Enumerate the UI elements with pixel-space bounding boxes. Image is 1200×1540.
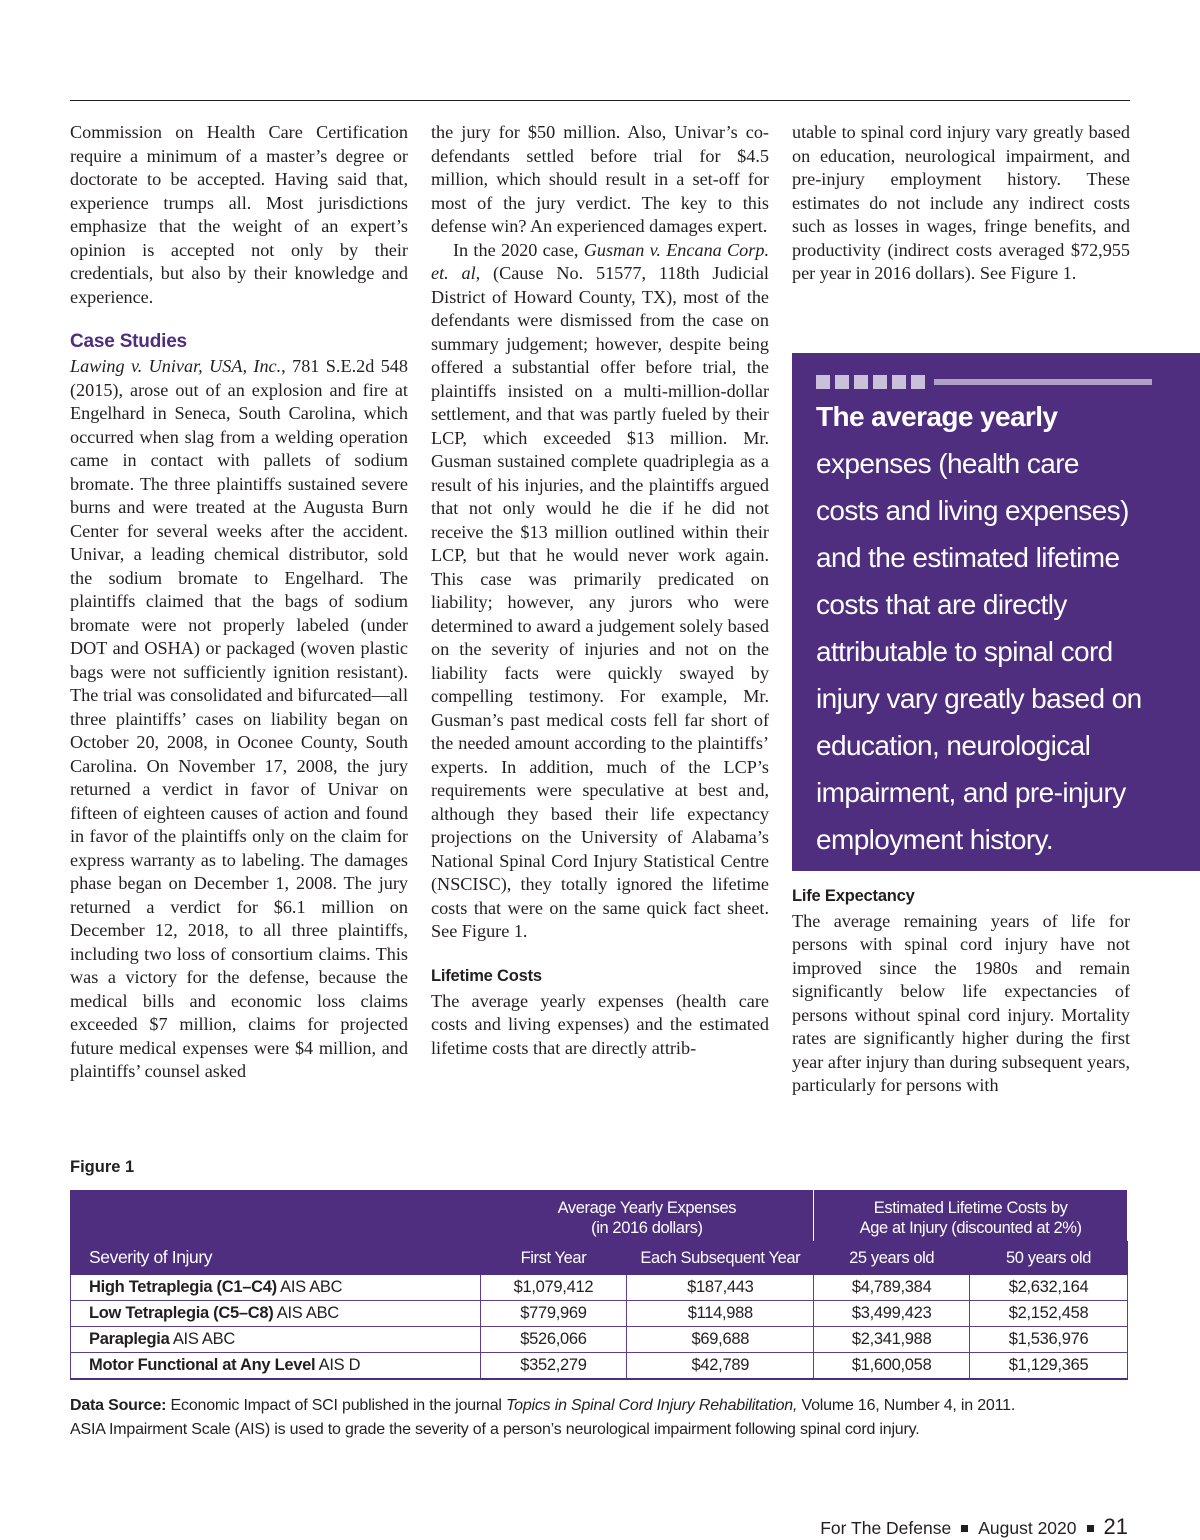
- issue-date: August 2020: [978, 1518, 1077, 1538]
- paragraph-text: (Cause No. 51577, 118th Judicial District of Howard County, TX), most of the defendants were dismissed from the case on summary judgement; however, despite being offered a substantial offer before trial, the plaintiffs insisted on a multi-million-dollar settlement, and that was partly fueled by their LCP, which exceeded $13 million. Mr. Gusman sustained complete quadriplegia as a result of his injuries, and the plaintiffs argued that not only would he die if he did not receive the $13 million outlined within their LCP, but that he would never work again. This case was primarily predicated on liability; however, any jurors who were determined to award a judgement solely based on the severity of injuries and not on the liability facts were quickly swayed by compelling testimony. For example, Mr. Gusman’s past medical costs fell far short of the needed amount according to the plaintiffs’ experts. In addition, much of the LCP’s requirements were speculative at best and, although they based their life expectancy projections on the University of Alabama’s National Spinal Cord Injury Statistical Centre (NSCISC), they totally ignored the lifetime costs that were on the same quick fact sheet. See Figure 1.: [431, 263, 769, 941]
- table-row: [71, 1353, 1128, 1380]
- table-cell: $69,688: [627, 1327, 814, 1353]
- table-row: [71, 1327, 1128, 1353]
- page-footer: [820, 1514, 1128, 1540]
- column-group-yearly-expenses: [480, 1191, 814, 1242]
- table-cell: $1,129,365: [970, 1353, 1128, 1380]
- pull-quote-lead: The average yearly: [816, 401, 1058, 432]
- group-title: Average Yearly Expenses: [557, 1199, 737, 1217]
- table-cell: $1,600,058: [814, 1353, 970, 1380]
- section-heading-lifetime-costs: Lifetime Costs: [431, 966, 542, 985]
- case-citation: Gusman v. Encana Corp. et. al,: [431, 239, 769, 283]
- figure-label: Figure 1: [70, 1158, 135, 1176]
- column-header-first-year: First Year: [480, 1242, 627, 1275]
- paragraph-text: , 781 S.E.2d 548 (2015), arose out of an explosion and fire at Engelhard in Seneca, South Carolina, which occurred when slag from a welding operation came in contact with pallets of sodium bromate. The three plaintiffs sustained severe burns and were treated at the Augusta Burn Center for several weeks after the accident. Univar, a leading chemical distributor, sold the sodium bromate to Engelhard. The plaintiffs claimed that the bags of sodium bromate were not properly labeled (under DOT and OSHA) or packaged (woven plastic bags were not sufficiently ignition resistant). The trial was consolidated and bifurcated—all three plaintiffs’ cases on liability began on October 20, 2008, in Oconee County, South Carolina. On November 17, 2008, the jury returned a verdict in favor of Univar on fifteen of eighteen causes of action and found in favor of the plaintiffs only on the claim for express warranty as to labeling. The damages phase began on December 1, 2008. The jury returned a verdict for $6.1 million on December 12, 2018, to all three plaintiffs, including two loss of consortium claims. This was a victory for the defense, because the medical bills and economic loss claims exceeded $7 million, claims for projected future medical expenses were $4 million, and plaintiffs’ counsel asked: [70, 356, 408, 1081]
- table-row: [71, 1301, 1128, 1327]
- table-cell: $352,279: [480, 1353, 627, 1380]
- pull-quote-text: [816, 393, 1146, 863]
- column-header-each-subsequent-year: Each Subsequent Year: [627, 1242, 814, 1275]
- publication-name: For The Defense: [820, 1518, 952, 1538]
- paragraph: The average yearly expenses (health care costs and living expenses) and the estimated lifetime costs that are directly attrib-: [431, 990, 769, 1058]
- figure-source-note: [70, 1394, 1130, 1442]
- group-title: Estimated Lifetime Costs by: [873, 1199, 1068, 1217]
- severity-cell: [71, 1353, 481, 1380]
- bullet-square-icon: [961, 1525, 968, 1532]
- table-cell: $1,079,412: [480, 1275, 627, 1301]
- figure-table: [70, 1190, 1128, 1380]
- table-cell: $42,789: [627, 1353, 814, 1380]
- decorative-squares-icon: [816, 375, 1130, 389]
- column-header-50-years-old: 50 years old: [970, 1242, 1128, 1275]
- bullet-square-icon: [1087, 1525, 1094, 1532]
- paragraph: utable to spinal cord injury vary greatly based on education, neurological impairment, and pre-injury employment history. These estimates do not include any indirect costs such as losses in wages, fringe benefits, and productivity (indirect costs averaged $72,955 per year in 2016 dollars). See Figure 1.: [792, 122, 1130, 283]
- table-cell: $114,988: [627, 1301, 814, 1327]
- table-row: [71, 1275, 1128, 1301]
- paragraph: [431, 239, 769, 944]
- table-cell: $3,499,423: [814, 1301, 970, 1327]
- column-group-lifetime-costs: [814, 1191, 1128, 1242]
- ais-grade: AIS D: [315, 1356, 361, 1374]
- group-subtitle: (in 2016 dollars): [591, 1219, 703, 1237]
- group-subtitle: Age at Injury (discounted at 2%): [859, 1219, 1082, 1237]
- data-source-text: Economic Impact of SCI published in the journal: [166, 1397, 507, 1414]
- paragraph-text: In the 2020 case,: [453, 239, 584, 260]
- data-source-text: Volume 16, Number 4, in 2011.: [797, 1397, 1016, 1414]
- case-citation: Lawing v. Univar, USA, Inc.: [70, 356, 282, 376]
- severity-cell: [71, 1301, 481, 1327]
- column-2: [431, 121, 769, 1060]
- table-cell: $187,443: [627, 1275, 814, 1301]
- column-header-25-years-old: 25 years old: [814, 1242, 970, 1275]
- severity-name: Motor Functional at Any Level: [89, 1356, 316, 1374]
- data-source-line: [70, 1394, 1130, 1418]
- table-cell: $2,152,458: [970, 1301, 1128, 1327]
- header-rule: [70, 100, 1130, 101]
- table-cell: $2,341,988: [814, 1327, 970, 1353]
- paragraph: [70, 355, 408, 1084]
- severity-cell: [71, 1275, 481, 1301]
- journal-title: Topics in Spinal Cord Injury Rehabilitation,: [506, 1397, 798, 1414]
- data-source-label: Data Source:: [70, 1397, 167, 1414]
- table-cell: $1,536,976: [970, 1327, 1128, 1353]
- pull-quote-body: expenses (health care costs and living expenses) and the estimated lifetime costs that are directly attributable to spinal cord injury vary greatly based on education, neurological impairment, and pre-injury employment history.: [816, 448, 1142, 855]
- table-cell: $4,789,384: [814, 1275, 970, 1301]
- ais-note: ASIA Impairment Scale (AIS) is used to grade the severity of a person’s neurological impairment following spinal cord injury.: [70, 1421, 920, 1438]
- ais-grade: AIS ABC: [276, 1278, 343, 1296]
- column-1: [70, 121, 408, 1084]
- table-cell: $526,066: [480, 1327, 627, 1353]
- table-cell: $2,632,164: [970, 1275, 1128, 1301]
- ais-grade: AIS ABC: [169, 1330, 235, 1348]
- section-heading-case-studies: Case Studies: [70, 331, 187, 352]
- table-cell: $779,969: [480, 1301, 627, 1327]
- severity-cell: [71, 1327, 481, 1353]
- paragraph: The average remaining years of life for persons with spinal cord injury have not improved since the 1980s and remain significantly below life expectancies of persons without spinal cord injury. Mortality rates are significantly higher during the first year after injury than during subsequent years, particularly for persons with: [792, 910, 1130, 1095]
- paragraph: Commission on Health Care Certification require a minimum of a master’s degree or doctorate to be accepted. Having said that, experience trumps all. Most jurisdictions emphasize that the weight of an expert’s opinion is accepted not only by their credentials, but also by their knowledge and experience.: [70, 122, 408, 307]
- page-number: 21: [1103, 1514, 1128, 1539]
- severity-name: High Tetraplegia (C1–C4): [89, 1278, 277, 1296]
- severity-name: Low Tetraplegia (C5–C8): [89, 1304, 274, 1322]
- pull-quote-box: [792, 353, 1200, 871]
- column-header-severity: Severity of Injury: [71, 1191, 481, 1275]
- section-heading-life-expectancy: Life Expectancy: [792, 886, 915, 905]
- severity-name: Paraplegia: [89, 1330, 170, 1348]
- ais-grade: AIS ABC: [273, 1304, 339, 1322]
- paragraph: the jury for $50 million. Also, Univar’s co-defendants settled before trial for $4.5 million, which should result in a set-off for most of the jury verdict. The key to this defense win? An experienced damages expert.: [431, 122, 769, 236]
